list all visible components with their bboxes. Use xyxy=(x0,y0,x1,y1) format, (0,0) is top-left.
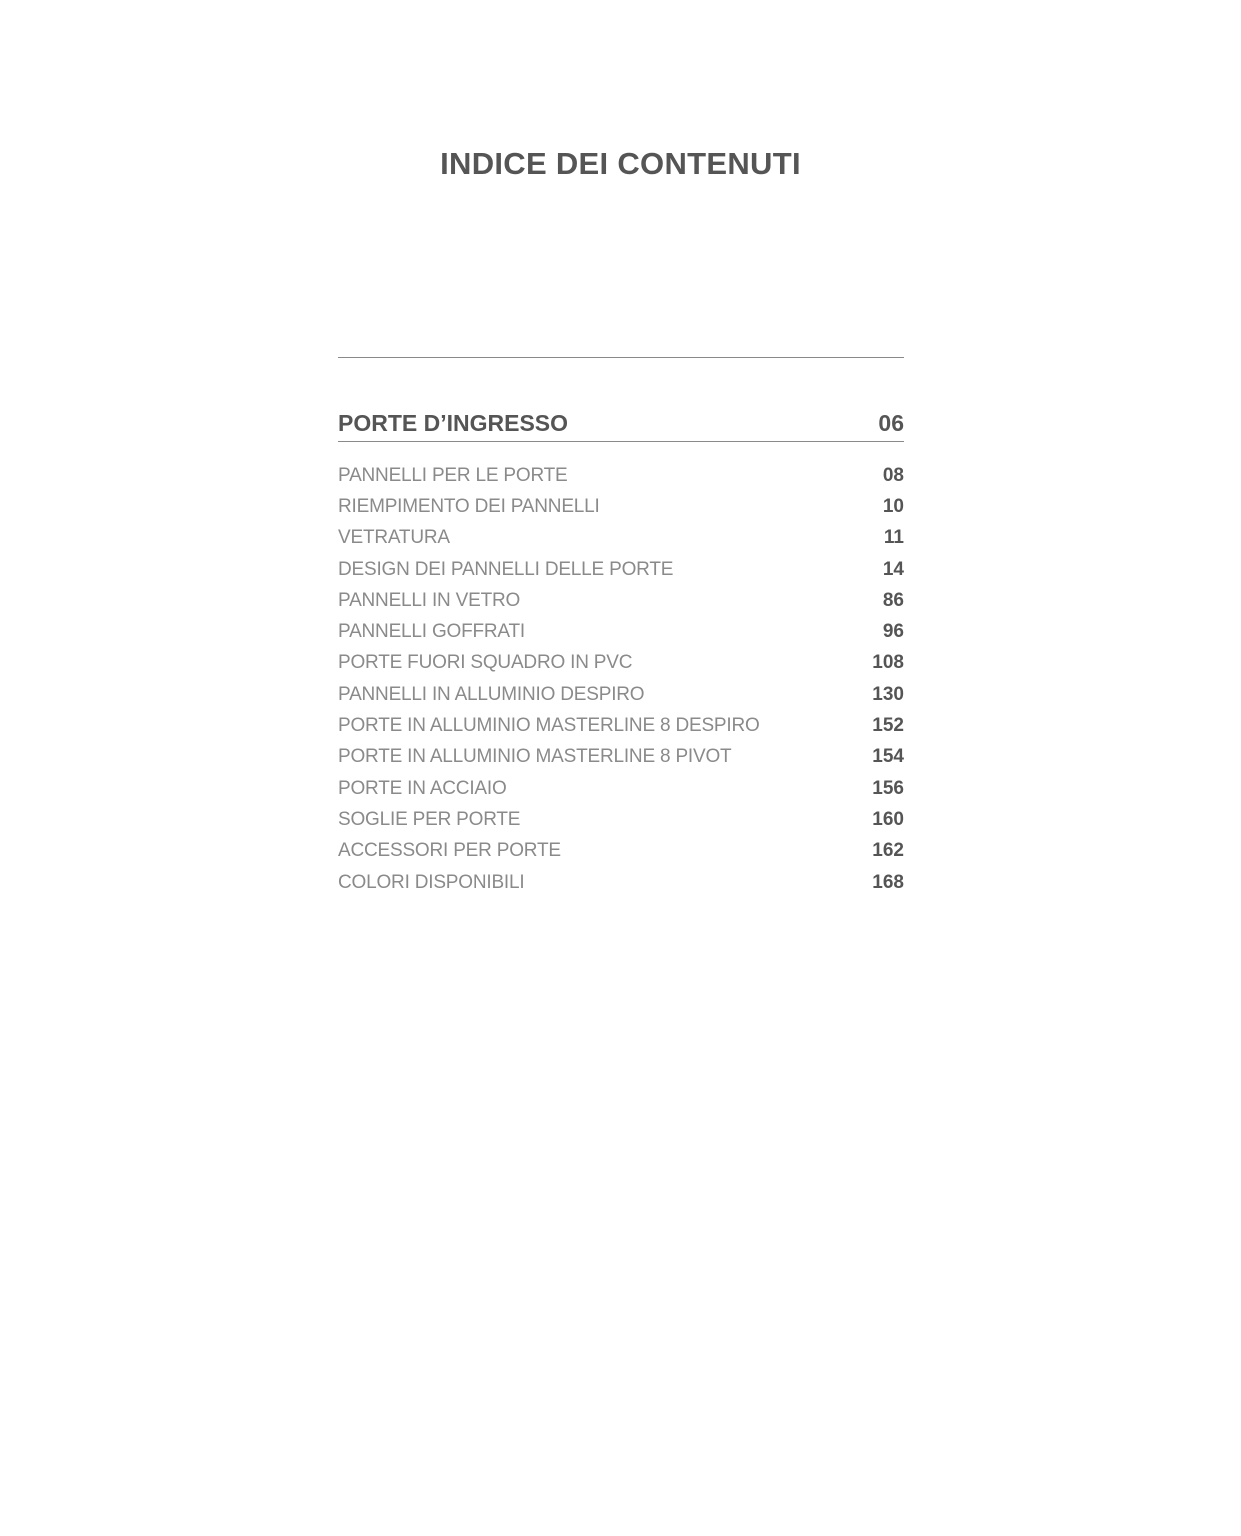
toc-entry-label: DESIGN DEI PANNELLI DELLE PORTE xyxy=(338,558,674,580)
toc-entry-page-number: 08 xyxy=(882,464,904,486)
toc-entry[interactable] xyxy=(338,554,904,585)
toc-entry-page-number: 108 xyxy=(872,652,904,674)
toc-entry-label: PANNELLI PER LE PORTE xyxy=(338,464,568,486)
toc-entry-page-number: 86 xyxy=(882,589,904,611)
toc-entry-label: COLORI DISPONIBILI xyxy=(338,871,525,893)
section-page-number: 06 xyxy=(878,410,904,436)
toc-entry-label: PANNELLI IN VETRO xyxy=(338,589,521,611)
toc-entry[interactable] xyxy=(338,773,904,804)
toc-entry[interactable] xyxy=(338,742,904,773)
toc-entry[interactable] xyxy=(338,460,904,491)
toc-entry-page-number: 130 xyxy=(872,683,904,705)
toc-entry-label: PORTE FUORI SQUADRO IN PVC xyxy=(338,652,633,674)
toc-entry-label: RIEMPIMENTO DEI PANNELLI xyxy=(338,495,600,517)
toc-section-header[interactable] xyxy=(338,409,904,442)
toc-entry-page-number: 11 xyxy=(883,527,904,549)
toc-entry[interactable] xyxy=(338,867,904,898)
toc-entry-label: PANNELLI IN ALLUMINIO DESPIRO xyxy=(338,683,645,705)
table-of-contents xyxy=(338,357,904,898)
toc-entry[interactable] xyxy=(338,648,904,679)
toc-entry-label: PANNELLI GOFFRATI xyxy=(338,621,525,643)
toc-entry-page-number: 96 xyxy=(882,621,904,643)
toc-entry-label: PORTE IN ALLUMINIO MASTERLINE 8 DESPIRO xyxy=(338,715,760,737)
toc-entry-label: PORTE IN ACCIAIO xyxy=(338,777,507,799)
toc-entry[interactable] xyxy=(338,710,904,741)
page-title: INDICE DEI CONTENUTI xyxy=(440,146,801,181)
toc-entry-page-number: 160 xyxy=(872,808,904,830)
toc-entry-page-number: 152 xyxy=(872,715,904,737)
toc-entry[interactable] xyxy=(338,491,904,522)
toc-entry[interactable] xyxy=(338,523,904,554)
toc-entry-page-number: 10 xyxy=(882,495,904,517)
toc-entry-page-number: 168 xyxy=(872,871,904,893)
divider xyxy=(338,357,904,358)
toc-entry-page-number: 162 xyxy=(872,840,904,862)
toc-entry[interactable] xyxy=(338,836,904,867)
toc-entry-page-number: 14 xyxy=(882,558,904,580)
toc-entry-label: ACCESSORI PER PORTE xyxy=(338,840,561,862)
toc-entry-page-number: 156 xyxy=(872,777,904,799)
toc-entry-label: SOGLIE PER PORTE xyxy=(338,808,521,830)
toc-entry-list xyxy=(338,460,904,898)
toc-entry[interactable] xyxy=(338,679,904,710)
toc-entry[interactable] xyxy=(338,804,904,835)
toc-entry-label: PORTE IN ALLUMINIO MASTERLINE 8 PIVOT xyxy=(338,746,732,768)
toc-entry-label: VETRATURA xyxy=(338,527,450,549)
toc-entry[interactable] xyxy=(338,585,904,616)
section-title: PORTE D’INGRESSO xyxy=(338,410,569,436)
toc-entry-page-number: 154 xyxy=(872,746,904,768)
toc-entry[interactable] xyxy=(338,616,904,647)
